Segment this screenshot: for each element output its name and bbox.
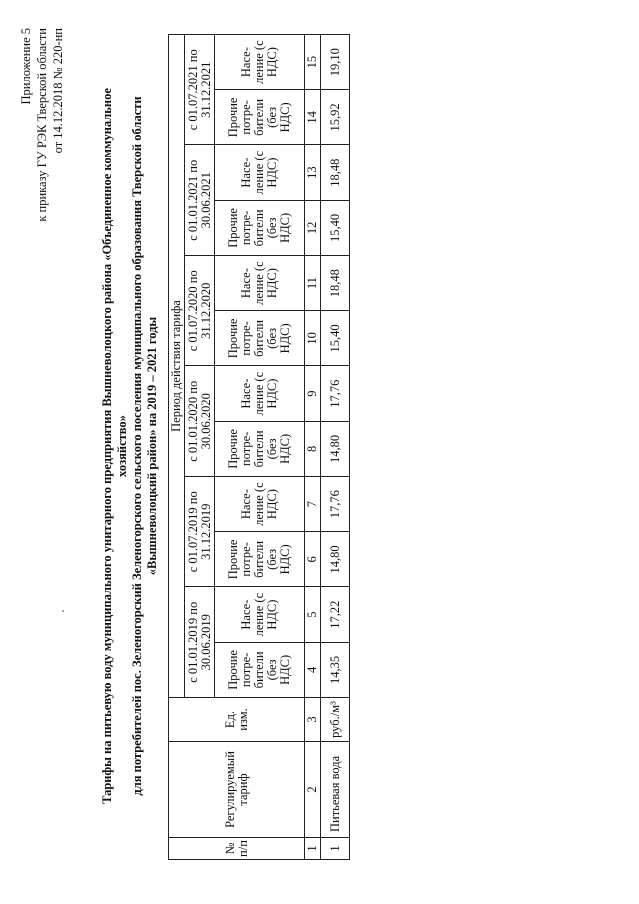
sub-population: Насе-ление (с НДС)	[215, 256, 305, 311]
index-cell: 4	[305, 642, 321, 697]
sub-other: Прочие потре-бители (без НДС)	[215, 532, 305, 587]
document-title	[100, 66, 160, 826]
header-no: № п/п	[169, 838, 305, 860]
header-row-period	[169, 35, 185, 860]
row-tariff: Питьевая вода	[321, 742, 350, 838]
index-cell: 10	[305, 311, 321, 366]
index-row	[305, 35, 321, 860]
index-cell: 3	[305, 698, 321, 742]
value-cell: 17,76	[321, 366, 350, 421]
index-cell: 9	[305, 366, 321, 421]
period-6: с 01.07.2021 по 31.12.2021	[185, 35, 215, 146]
sub-other: Прочие потре-бители (без НДС)	[215, 200, 305, 255]
period-2: с 01.07.2019 по 31.12.2019	[185, 477, 215, 588]
value-cell: 17,22	[321, 587, 350, 642]
value-cell: 14,80	[321, 421, 350, 476]
appendix-line-2: к приказу ГУ РЭК Тверской области	[35, 28, 49, 222]
value-cell: 18,48	[321, 256, 350, 311]
sub-other: Прочие потре-бители (без НДС)	[215, 642, 305, 697]
sub-other: Прочие потре-бители (без НДС)	[215, 90, 305, 145]
value-cell: 15,40	[321, 200, 350, 255]
index-cell: 14	[305, 90, 321, 145]
index-cell: 5	[305, 587, 321, 642]
sub-other: Прочие потре-бители (без НДС)	[215, 421, 305, 476]
index-cell: 2	[305, 742, 321, 838]
table-row	[321, 35, 350, 860]
title-line-3: «Вышневолоцкий район» на 2019 – 2021 годы	[145, 316, 159, 576]
index-cell: 8	[305, 421, 321, 476]
value-cell: 15,40	[321, 311, 350, 366]
tariff-table	[168, 34, 350, 860]
value-cell: 15,92	[321, 90, 350, 145]
appendix-header	[18, 28, 66, 222]
sub-population: Насе-ление (с НДС)	[215, 35, 305, 90]
sub-population: Насе-ление (с НДС)	[215, 587, 305, 642]
value-cell: 14,35	[321, 642, 350, 697]
sub-population: Насе-ление (с НДС)	[215, 477, 305, 532]
period-3: с 01.01.2020 по 30.06.2020	[185, 366, 215, 477]
title-line-1: Тарифы на питьевую воду муниципального унитарного предприятия Вышневолоцкого района «Объединенное коммунальное хозяйство»	[100, 88, 129, 804]
row-unit: руб./м³	[321, 698, 350, 742]
title-line-2: для потребителей пос. Зеленогорский Зеленогорского сельского поселения муниципального образования Тверской области	[130, 96, 144, 796]
index-cell: 1	[305, 838, 321, 860]
index-cell: 15	[305, 35, 321, 90]
sub-population: Насе-ление (с НДС)	[215, 366, 305, 421]
scan-speck	[62, 610, 64, 612]
index-cell: 13	[305, 145, 321, 200]
value-cell: 19,10	[321, 35, 350, 90]
row-no: 1	[321, 838, 350, 860]
header-tariff: Регулируемый тариф	[169, 742, 305, 838]
value-cell: 18,48	[321, 145, 350, 200]
index-cell: 12	[305, 200, 321, 255]
index-cell: 6	[305, 532, 321, 587]
value-cell: 17,76	[321, 477, 350, 532]
appendix-line-3: от 14.12.2018 № 220-нп	[51, 28, 65, 154]
sub-other: Прочие потре-бители (без НДС)	[215, 311, 305, 366]
index-cell: 7	[305, 477, 321, 532]
value-cell: 14,80	[321, 532, 350, 587]
period-4: с 01.07.2020 по 31.12.2020	[185, 256, 215, 367]
header-period: Период действия тарифа	[169, 35, 185, 698]
sub-population: Насе-ление (с НДС)	[215, 145, 305, 200]
appendix-line-1: Приложение 5	[19, 28, 33, 105]
header-unit: Ед. изм.	[169, 698, 305, 742]
period-5: с 01.01.2021 по 30.06.2021	[185, 145, 215, 256]
period-1: с 01.01.2019 по 30.06.2019	[185, 587, 215, 698]
index-cell: 11	[305, 256, 321, 311]
